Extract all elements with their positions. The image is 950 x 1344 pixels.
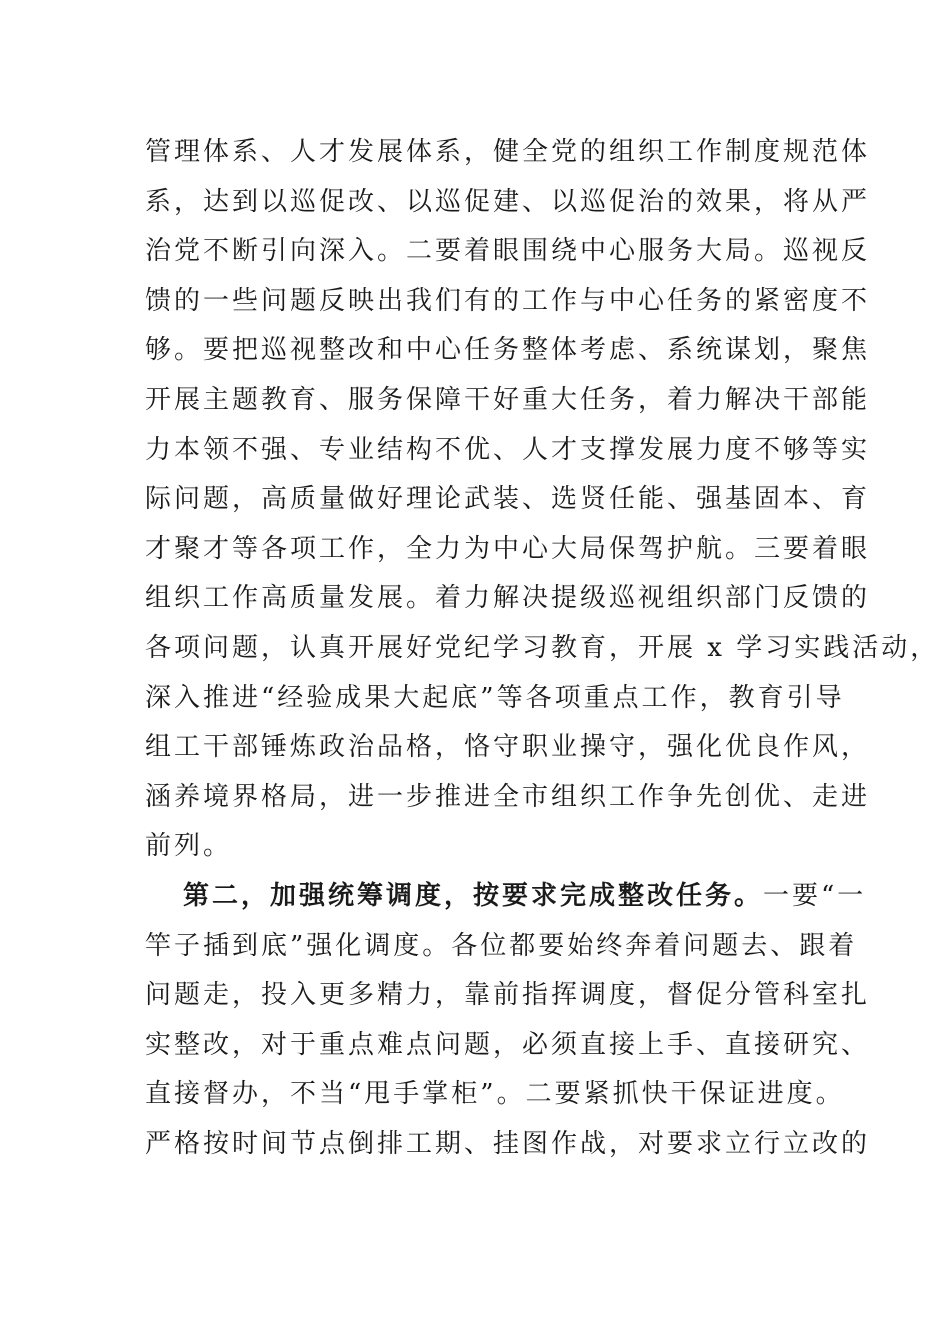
text-line: 力本领不强、专业结构不优、人才支撑发展力度不够等实 [145,434,871,465]
text-line: 馈的一些问题反映出我们有的工作与中心任务的紧密度不 [145,285,871,316]
text-line: 开展主题教育、服务保障干好重大任务，着力解决干部能 [145,384,871,415]
text-line: 组织工作高质量发展。着力解决提级巡视组织部门反馈的 [145,583,871,614]
text-line: 实整改，对于重点难点问题，必须直接上手、直接研究、 [145,1029,871,1060]
text-line: 前列。 [145,831,233,862]
text-line: 治党不断引向深入。二要着眼围绕中心服务大局。巡视反 [145,236,871,267]
text-line: 各项问题，认真开展好党纪学习教育，开展 x 学习实践活动， [145,632,940,663]
text-line: 管理体系、人才发展体系，健全党的组织工作制度规范体 [145,137,871,167]
text-line: 问题走，投入更多精力，靠前指挥调度，督促分管科室扎 [145,980,871,1011]
text-line: 够。要把巡视整改和中心任务整体考虑、系统谋划，聚焦 [145,335,871,366]
text-line: 际问题，高质量做好理论武装、选贤任能、强基固本、育 [145,484,871,515]
text-line: 才聚才等各项工作，全力为中心大局保驾护航。三要着眼 [145,533,871,564]
paragraph-first-line [145,872,867,922]
text-line: 涵养境界格局，进一步推进全市组织工作争先创优、走进 [145,781,871,812]
paragraph-text: 一要“一 [763,880,867,911]
text-line: 深入推进“经验成果大起底”等各项重点工作，教育引导 [145,682,845,713]
text-line: 系，达到以巡促改、以巡促建、以巡促治的效果，将从严 [145,186,871,217]
text-line: 直接督办，不当“甩手掌柜”。二要紧抓快干保证进度。 [145,1079,845,1110]
paragraph-heading: 第二，加强统筹调度，按要求完成整改任务。 [183,880,764,911]
text-line: 组工干部锤炼政治品格，恪守职业操守，强化优良作风， [145,732,871,763]
document-body [145,128,940,1169]
text-line: 竿子插到底”强化调度。各位都要始终奔着问题去、跟着 [145,930,858,961]
text-line: 严格按时间节点倒排工期、挂图作战，对要求立行立改的 [145,1128,871,1159]
